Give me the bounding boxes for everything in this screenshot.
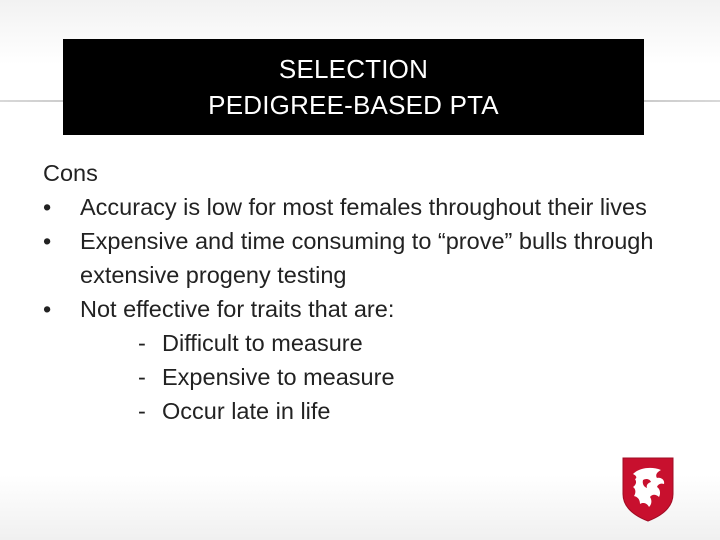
sub-item [138,326,703,360]
bullet-text: Expensive and time consuming to “prove” bulls through extensive progeny testing [80,228,654,288]
bullet-item [43,292,703,326]
slide-title-line-1: SELECTION [278,54,429,84]
sub-item-text: Expensive to measure [162,364,395,390]
bullet-icon: • [43,194,52,220]
sub-item [138,394,703,428]
sub-list [43,326,703,428]
dash-icon: - [138,398,146,424]
bullet-list [43,190,703,326]
bullet-text: Not effective for traits that are: [80,296,395,322]
bullet-item [43,190,703,224]
slide-title-line-2: PEDIGREE-BASED PTA [208,90,499,120]
dash-icon: - [138,330,146,356]
bullet-text: Accuracy is low for most females throughout their lives [80,194,647,220]
bullet-icon: • [43,296,52,322]
sub-item-text: Difficult to measure [162,330,363,356]
sub-item [138,360,703,394]
slide-body [43,156,703,428]
bullet-item [43,224,703,292]
bullet-icon: • [43,228,52,254]
section-heading: Cons [43,160,98,186]
dash-icon: - [138,364,146,390]
sub-item-text: Occur late in life [162,398,331,424]
cougar-shield-logo-icon [621,456,675,522]
slide-title-box [63,39,644,135]
